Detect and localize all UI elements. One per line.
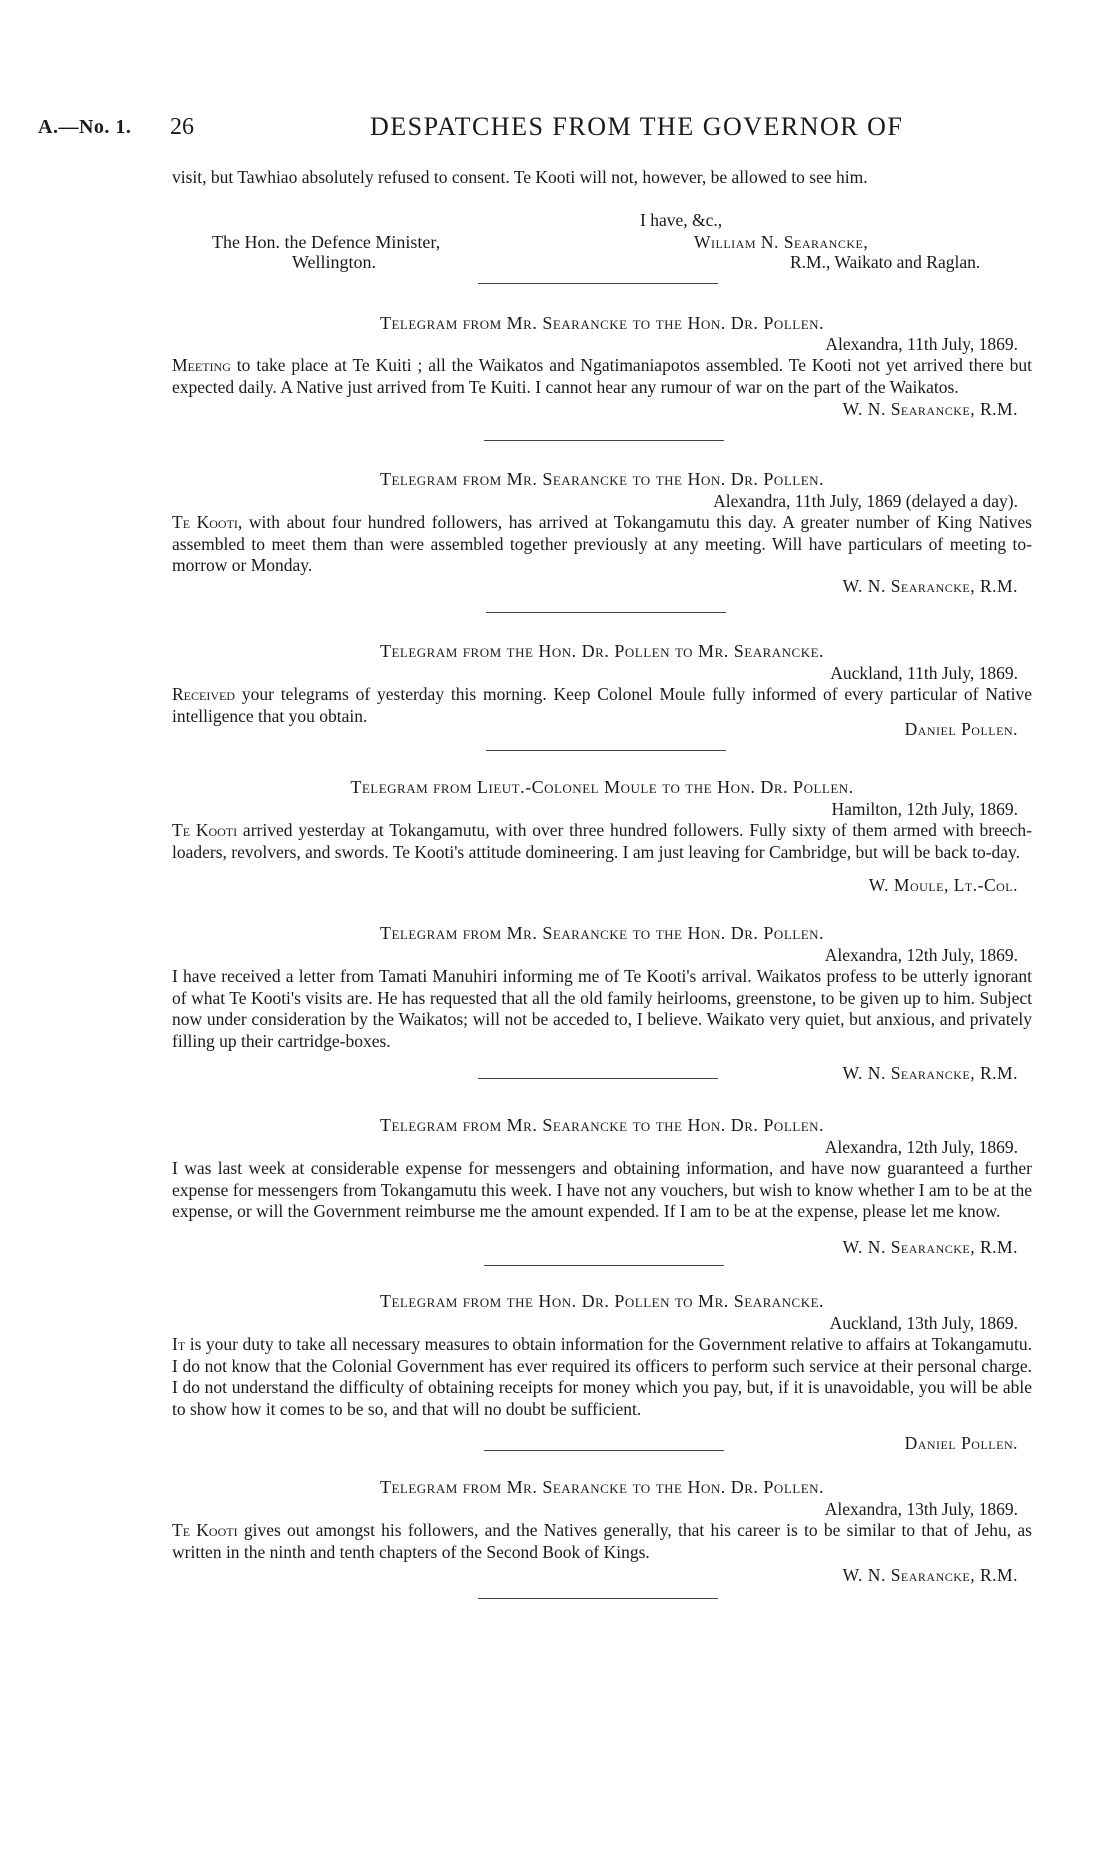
telegram-lead-word: I	[172, 1158, 178, 1178]
telegram-signature: W. N. Searancke, R.M.	[842, 399, 1018, 419]
telegram-date: Hamilton, 12th July, 1869.	[831, 799, 1018, 819]
divider-rule	[484, 1450, 724, 1451]
addressee-line-1: The Hon. the Defence Minister,	[212, 232, 441, 252]
telegram-date: Alexandra, 12th July, 1869.	[824, 1137, 1018, 1157]
telegram-body	[172, 1334, 1032, 1420]
divider-rule	[478, 1078, 718, 1079]
telegram-title: Telegram from the Hon. Dr. Pollen to Mr. Searancke.	[379, 1291, 825, 1311]
telegram-text: gives out amongst his followers, and the Natives generally, that his career is to be similar to that of Jehu, as written in the ninth and tenth chapters of the Second Book of Kings.	[172, 1520, 1032, 1562]
divider-rule	[478, 283, 718, 284]
telegram-signature: Daniel Pollen.	[904, 719, 1018, 739]
telegram-text: to take place at Te Kuiti ; all the Waikatos and Ngatimaniapotos assembled. Te Kooti not yet arrived there but expected daily. A Native just arrived from Te Kuiti. I cannot hear any rumour of war on the part of the Waikatos.	[172, 355, 1032, 397]
telegram-title: Telegram from Mr. Searancke to the Hon. Dr. Pollen.	[379, 923, 825, 943]
telegram-lead-word: Te Kooti	[172, 820, 238, 840]
telegram-body	[172, 1158, 1032, 1223]
telegram-title: Telegram from the Hon. Dr. Pollen to Mr. Searancke.	[379, 641, 825, 661]
telegram-body	[172, 1520, 1032, 1563]
telegram-signature: W. Moule, Lt.-Col.	[868, 875, 1018, 895]
divider-rule	[484, 440, 724, 441]
telegram-lead-word: Te Kooti	[172, 512, 238, 532]
telegram-date: Alexandra, 12th July, 1869.	[824, 945, 1018, 965]
telegram-lead-word: Received	[172, 684, 235, 704]
telegram-signature: W. N. Searancke, R.M.	[842, 1063, 1018, 1083]
telegram-body	[172, 355, 1032, 398]
telegram-date: Auckland, 11th July, 1869.	[830, 663, 1018, 683]
telegram-date: Auckland, 13th July, 1869.	[829, 1313, 1018, 1333]
telegram-lead-word: Meeting	[172, 355, 231, 375]
divider-rule	[484, 1265, 724, 1266]
telegram-body	[172, 820, 1032, 863]
divider-rule	[486, 750, 726, 751]
telegram-body	[172, 684, 1032, 727]
telegram-title: Telegram from Mr. Searancke to the Hon. Dr. Pollen.	[379, 469, 825, 489]
telegram-title: Telegram from Lieut.-Colonel Moule to the Hon. Dr. Pollen.	[350, 777, 854, 797]
telegram-signature: Daniel Pollen.	[904, 1433, 1018, 1453]
telegram-lead-word: It	[172, 1334, 186, 1354]
telegram-text: , with about four hundred followers, has arrived at Tokangamutu this day. A greater number of King Natives assembled to meet them than were assembled together previously at any meeting. Will have particulars of meeting to-morrow or Monday.	[172, 512, 1032, 575]
telegram-body	[172, 966, 1032, 1052]
telegram-text: arrived yesterday at Tokangamutu, with over three hundred followers. Fully sixty of them armed with breech-loaders, revolvers, and swords. Te Kooti's attitude domineering. I am just leaving for Cambridge, but will be back to-day.	[172, 820, 1032, 862]
telegram-title: Telegram from Mr. Searancke to the Hon. Dr. Pollen.	[379, 1115, 825, 1135]
telegram-text: your telegrams of yesterday this morning. Keep Colonel Moule fully informed of every particular of Native intelligence that you obtain.	[172, 684, 1032, 726]
document-reference: A.—No. 1.	[38, 116, 132, 138]
opening-signer: William N. Searancke,	[694, 232, 869, 252]
page-header	[38, 112, 1054, 144]
telegram-date: Alexandra, 13th July, 1869.	[824, 1499, 1018, 1519]
telegram-lead-word: Te Kooti	[172, 1520, 238, 1540]
opening-signer-title: R.M., Waikato and Raglan.	[790, 252, 981, 272]
telegram-title: Telegram from Mr. Searancke to the Hon. Dr. Pollen.	[379, 1477, 825, 1497]
telegram-date: Alexandra, 11th July, 1869.	[825, 334, 1018, 354]
telegram-signature: W. N. Searancke, R.M.	[842, 1237, 1018, 1257]
telegram-signature: W. N. Searancke, R.M.	[842, 1565, 1018, 1585]
telegram-text: was last week at considerable expense for messengers and obtaining information, and have now guaranteed a further expense for messengers from Tokangamutu this week. I have not any vouchers, but wish to know whether I am to be at the expense, or will the Government reimburse me the amount expended. If I am to be at the expense, please let me know.	[172, 1158, 1032, 1221]
telegram-title: Telegram from Mr. Searancke to the Hon. Dr. Pollen.	[379, 313, 825, 333]
telegram-text: is your duty to take all necessary measures to obtain information for the Government relative to affairs at Tokangamutu. I do not know that the Colonial Government has ever required its officers to perform such service at their personal charge. I do not understand the difficulty of obtaining receipts for money which you pay, but, if it is unavoidable, you will be able to show how it comes to be so, and that will no doubt be sufficient.	[172, 1334, 1032, 1419]
page-number: 26	[170, 114, 194, 140]
telegram-date: Alexandra, 11th July, 1869 (delayed a day).	[713, 491, 1018, 511]
telegram-lead-word: I	[172, 966, 178, 986]
divider-rule	[478, 1598, 718, 1599]
opening-closing: I have, &c.,	[640, 210, 723, 230]
divider-rule	[486, 612, 726, 613]
telegram-body	[172, 512, 1032, 577]
running-title: DESPATCHES FROM THE GOVERNOR OF	[370, 112, 904, 141]
opening-paragraph: visit, but Tawhiao absolutely refused to consent. Te Kooti will not, however, be allowed to see him.	[172, 167, 868, 187]
telegram-text: have received a letter from Tamati Manuhiri informing me of Te Kooti's arrival. Waikatos profess to be utterly ignorant of what Te Kooti's visits are. He has requested that all the old family heirlooms, greenstone, to be given up to him. Subject now under consideration by the Waikatos; will not be acceded to, I believe. Waikato very quiet, but anxious, and privately filling up their cartridge-boxes.	[172, 966, 1032, 1051]
telegram-signature: W. N. Searancke, R.M.	[842, 576, 1018, 596]
addressee-line-2: Wellington.	[292, 252, 377, 272]
